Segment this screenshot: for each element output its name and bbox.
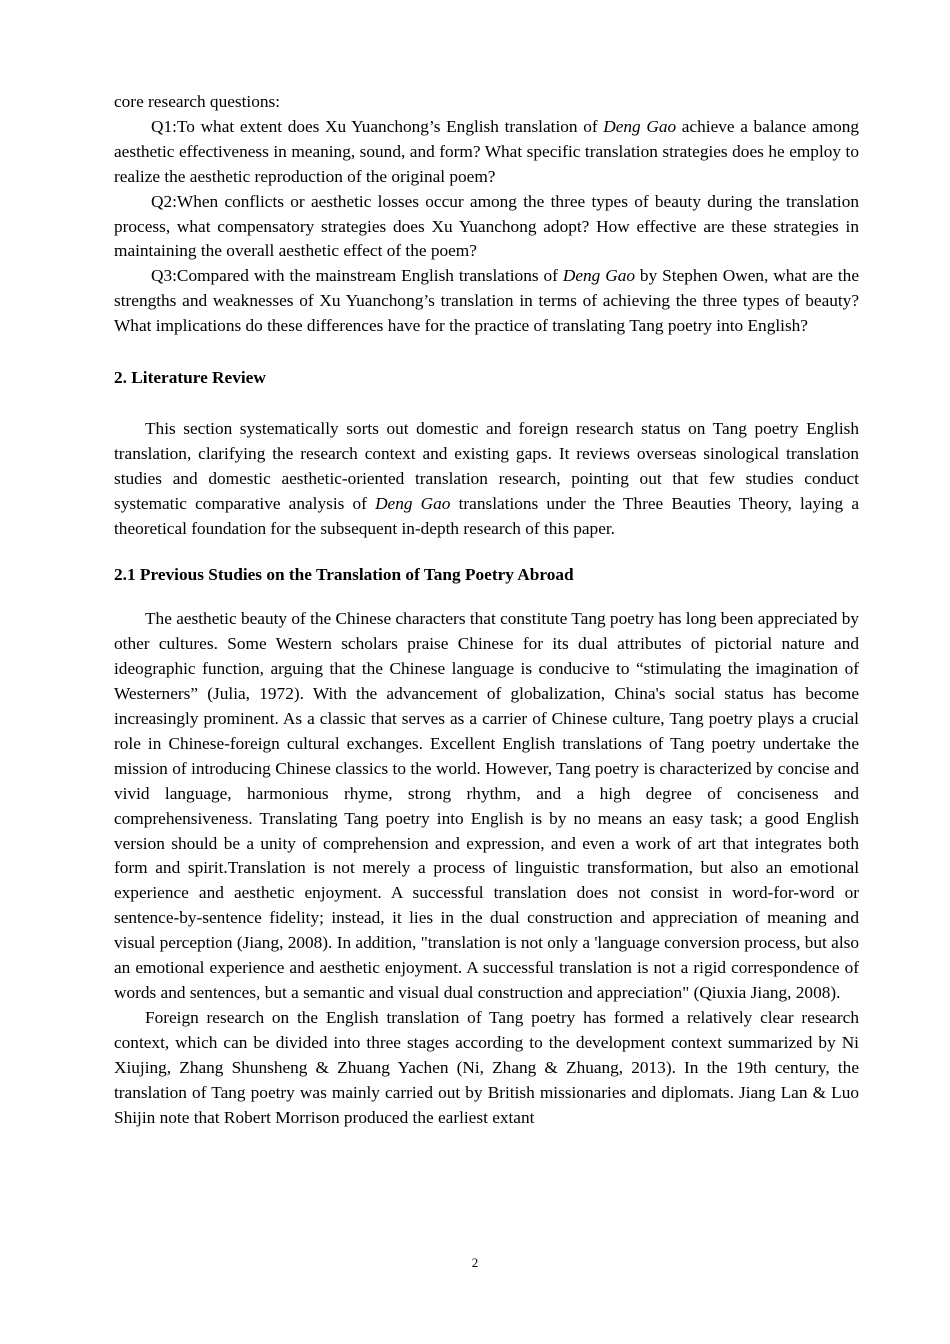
paragraph-2-1-b: Foreign research on the English translation of Tang poetry has formed a relatively clear research context, which can be divided into three stages according to the development context summarized by Ni Xiujing, Zhang Shunsheng & Zhuang Yachen (Ni, Zhang & Zhuang, 2013). In the 19th century, the translation of Tang poetry was mainly carried out by British missionaries and diplomats. Jiang Lan & Luo Shijin note that Robert Morrison produced the earliest extant [114, 1007, 859, 1127]
paragraph-2-1-a: The aesthetic beauty of the Chinese characters that constitute Tang poetry has long been appreciated by other cultures. Some Western scholars praise Chinese for its dual attributes of pictorial nature and ideographic function, arguing that the Chinese language is conducive to “stimulating the imagination of Westerners” (Julia, 1972). With the advancement of globalization, China's social status has become increasingly prominent. As a classic that serves as a carrier of Chinese culture, Tang poetry plays a crucial role in Chinese-foreign cultural exchanges. Excellent English translations of Tang poetry undertake the mission of introducing Chinese classics to the world. However, Tang poetry is characterized by concise and vivid language, harmonious rhyme, strong rhythm, and a high degree of conciseness and comprehensiveness. Translating Tang poetry into English is by no means an easy task; a good English version should be a unity of comprehension and expression, and even a work of art that integrates both form and spirit.Translation is not merely a process of linguistic transformation, but also an emotional experience and aesthetic enjoyment. A successful translation does not consist in word-for-word or sentence-by-sentence fidelity; instead, it lies in the dual construction and appreciation of meaning and visual perception (Jiang, 2008). In addition, "translation is not only a 'language conversion process, but also an emotional experience and aesthetic enjoyment. A successful translation is not a rigid correspondence of words and sentences, but a semantic and visual dual construction and appreciation" (Qiuxia Jiang, 2008). [114, 609, 859, 1002]
intro-line: core research questions: [114, 92, 281, 111]
literature-review-paragraph: This section systematically sorts out domestic and foreign research status on Tang poetry English translation, clarifying the research context and existing gaps. It reviews overseas sinological translation studies and domestic aesthetic-oriented translation research, pointing out that few studies conduct systematic comparative analysis of Deng Gao translations under the Three Beauties Theory, laying a theoretical foundation for the subsequent in-depth research of this paper. [114, 418, 860, 538]
poem-title: Deng Gao [375, 493, 451, 513]
question-2: Q2:When conflicts or aesthetic losses occur among the three types of beauty during the translation process, what compensatory strategies does Xu Yuanchong adopt? How effective are these strategies in maintaining the overall aesthetic effect of the poem? [114, 191, 859, 261]
subsection-heading-2-1: 2.1 Previous Studies on the Translation of Tang Poetry Abroad [114, 564, 574, 584]
poem-title: Deng Gao [562, 266, 635, 286]
page-body [114, 90, 859, 1130]
section-heading-literature-review: 2. Literature Review [114, 368, 266, 388]
question-1: Q1:To what extent does Xu Yuanchong’s English translation of Deng Gao achieve a balance among aesthetic effectiveness in meaning, sound, and form? What specific translation strategies does he employ to realize the aesthetic reproduction of the original poem? [114, 116, 859, 186]
poem-title: Deng Gao [603, 116, 677, 136]
question-3: Q3:Compared with the mainstream English translations of Deng Gao by Stephen Owen, what are the strengths and weaknesses of Xu Yuanchong’s translation in terms of achieving the three types of beauty? What implications do these differences have for the practice of translating Tang poetry into English? [114, 266, 859, 336]
page-number: 2 [471, 1255, 479, 1270]
